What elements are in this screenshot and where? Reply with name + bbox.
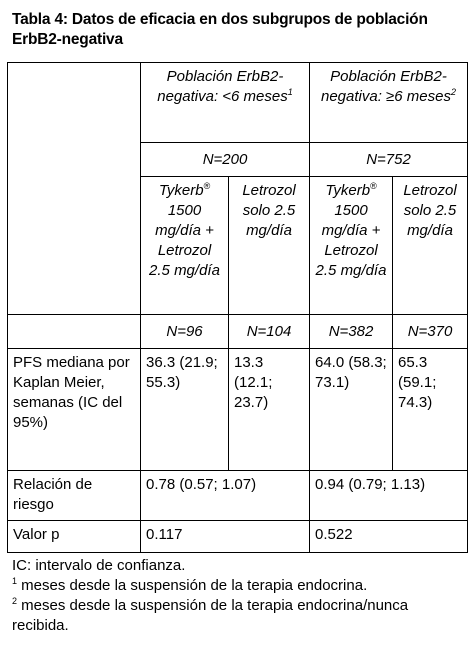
empty-n-label-cell [8, 315, 141, 349]
table-cell: 64.0 (58.3; 73.1) [310, 349, 393, 471]
arm-n: N=104 [229, 315, 310, 349]
row-label-p-value: Valor p [8, 521, 141, 553]
table-cell: 0.94 (0.79; 1.13) [310, 471, 468, 521]
efficacy-table [7, 62, 468, 553]
group2-header: Población ErbB2-negativa: ≥6 meses$^2$ [310, 63, 468, 143]
row-label-pfs: PFS mediana por Kaplan Meier, semanas (IC del 95%) [8, 349, 141, 471]
arm-n: N=96 [141, 315, 229, 349]
table-cell: 0.522 [310, 521, 468, 553]
tykerb-arm-header-2: Tykerb® 1500 mg/día + Letrozol 2.5 mg/día [310, 177, 393, 315]
table-title: Tabla 4: Datos de eficacia en dos subgrupos de población ErbB2-negativa [12, 11, 428, 48]
arm-n: N=382 [310, 315, 393, 349]
letrozol-arm-header-1: Letrozol solo 2.5 mg/día [229, 177, 310, 315]
tykerb-arm-header-1: Tykerb® 1500 mg/día + Letrozol 2.5 mg/día [141, 177, 229, 315]
table-cell: 36.3 (21.9; 55.3) [141, 349, 229, 471]
footnote-1: $^1$ meses desde la suspensión de la terapia endocrina. [12, 576, 368, 594]
footnote-ic: IC: intervalo de confianza. [12, 557, 186, 574]
arm-n: N=370 [393, 315, 468, 349]
table-cell: 13.3 (12.1; 23.7) [229, 349, 310, 471]
table-cell: 65.3 (59.1; 74.3) [393, 349, 468, 471]
empty-corner-cell [8, 63, 141, 315]
group1-header: Población ErbB2-negativa: <6 meses$^1$ [141, 63, 310, 143]
row-label-hazard-ratio: Relación de riesgo [8, 471, 141, 521]
table-cell: 0.78 (0.57; 1.07) [141, 471, 310, 521]
footnote-2: $^2$ meses desde la suspensión de la terapia endocrina/nunca recibida. [12, 596, 409, 634]
letrozol-arm-header-2: Letrozol solo 2.5 mg/día [393, 177, 468, 315]
group2-n: N=752 [310, 143, 468, 177]
footnotes [12, 556, 467, 636]
table-cell: 0.117 [141, 521, 310, 553]
group1-n: N=200 [141, 143, 310, 177]
